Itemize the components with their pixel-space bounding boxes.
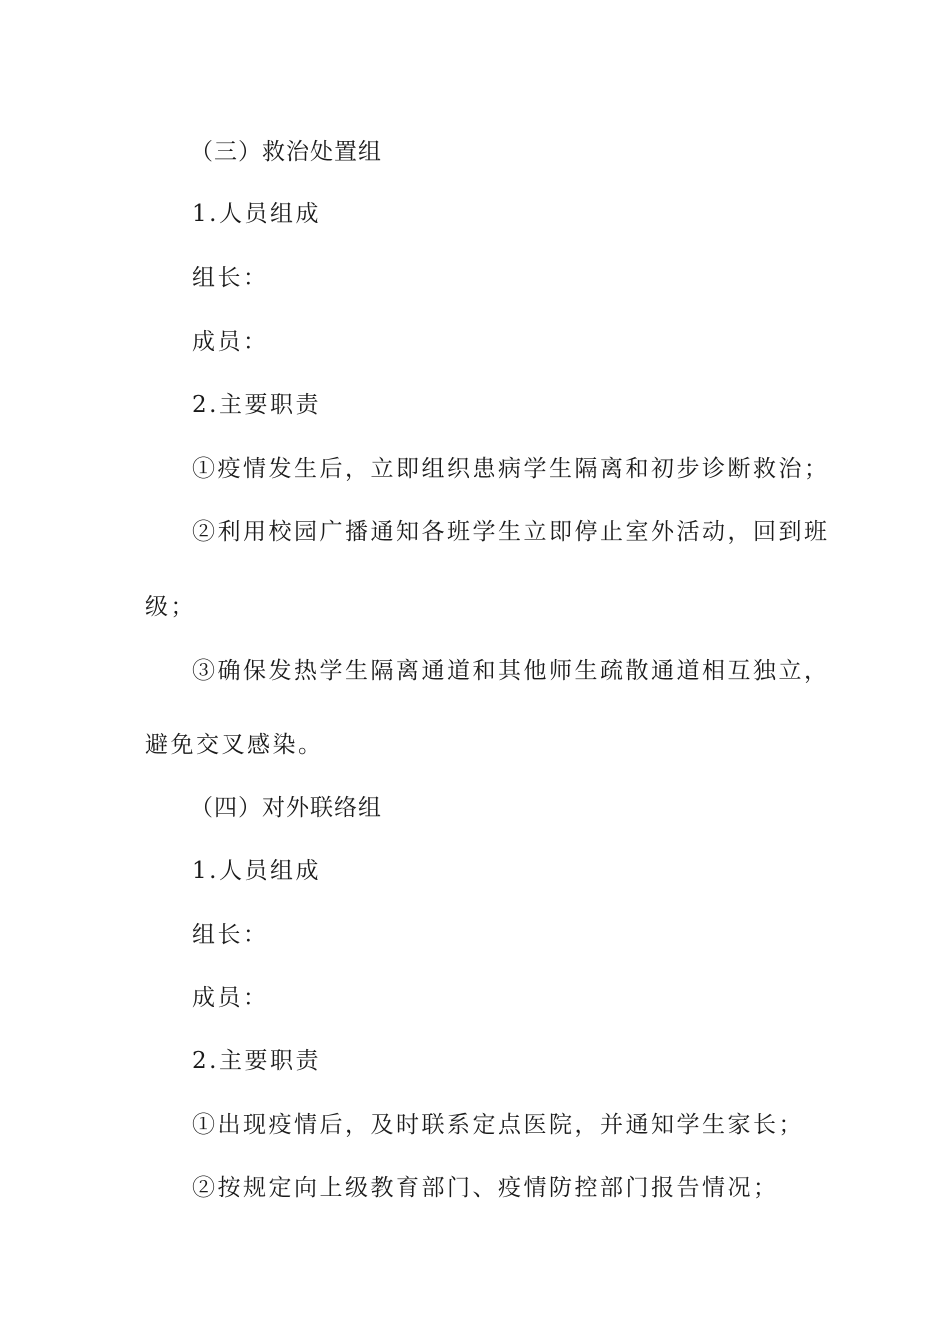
leader-label: 组长：: [192, 265, 269, 291]
duty-item: ②利用校园广播通知各班学生立即停止室外活动，回到班: [192, 519, 830, 545]
section-heading-rescue: （三）救治处置组: [190, 139, 382, 165]
leader-label: 组长：: [192, 922, 269, 948]
duty-item-continuation: 避免交叉感染。: [145, 732, 324, 758]
duties-title: 2.主要职责: [192, 1048, 321, 1074]
section-heading-liaison: （四）对外联络组: [190, 795, 382, 821]
duty-item: ①出现疫情后，及时联系定点医院，并通知学生家长；: [192, 1112, 804, 1138]
personnel-title: 1.人员组成: [192, 858, 321, 884]
members-label: 成员：: [192, 985, 269, 1011]
members-label: 成员：: [192, 329, 269, 355]
duty-item: ①疫情发生后，立即组织患病学生隔离和初步诊断救治；: [192, 456, 830, 482]
duty-item: ③确保发热学生隔离通道和其他师生疏散通道相互独立，: [192, 658, 830, 684]
duties-title: 2.主要职责: [192, 392, 321, 418]
duty-item-continuation: 级；: [145, 594, 196, 620]
personnel-title: 1.人员组成: [192, 201, 321, 227]
duty-item: ②按规定向上级教育部门、疫情防控部门报告情况；: [192, 1175, 779, 1201]
